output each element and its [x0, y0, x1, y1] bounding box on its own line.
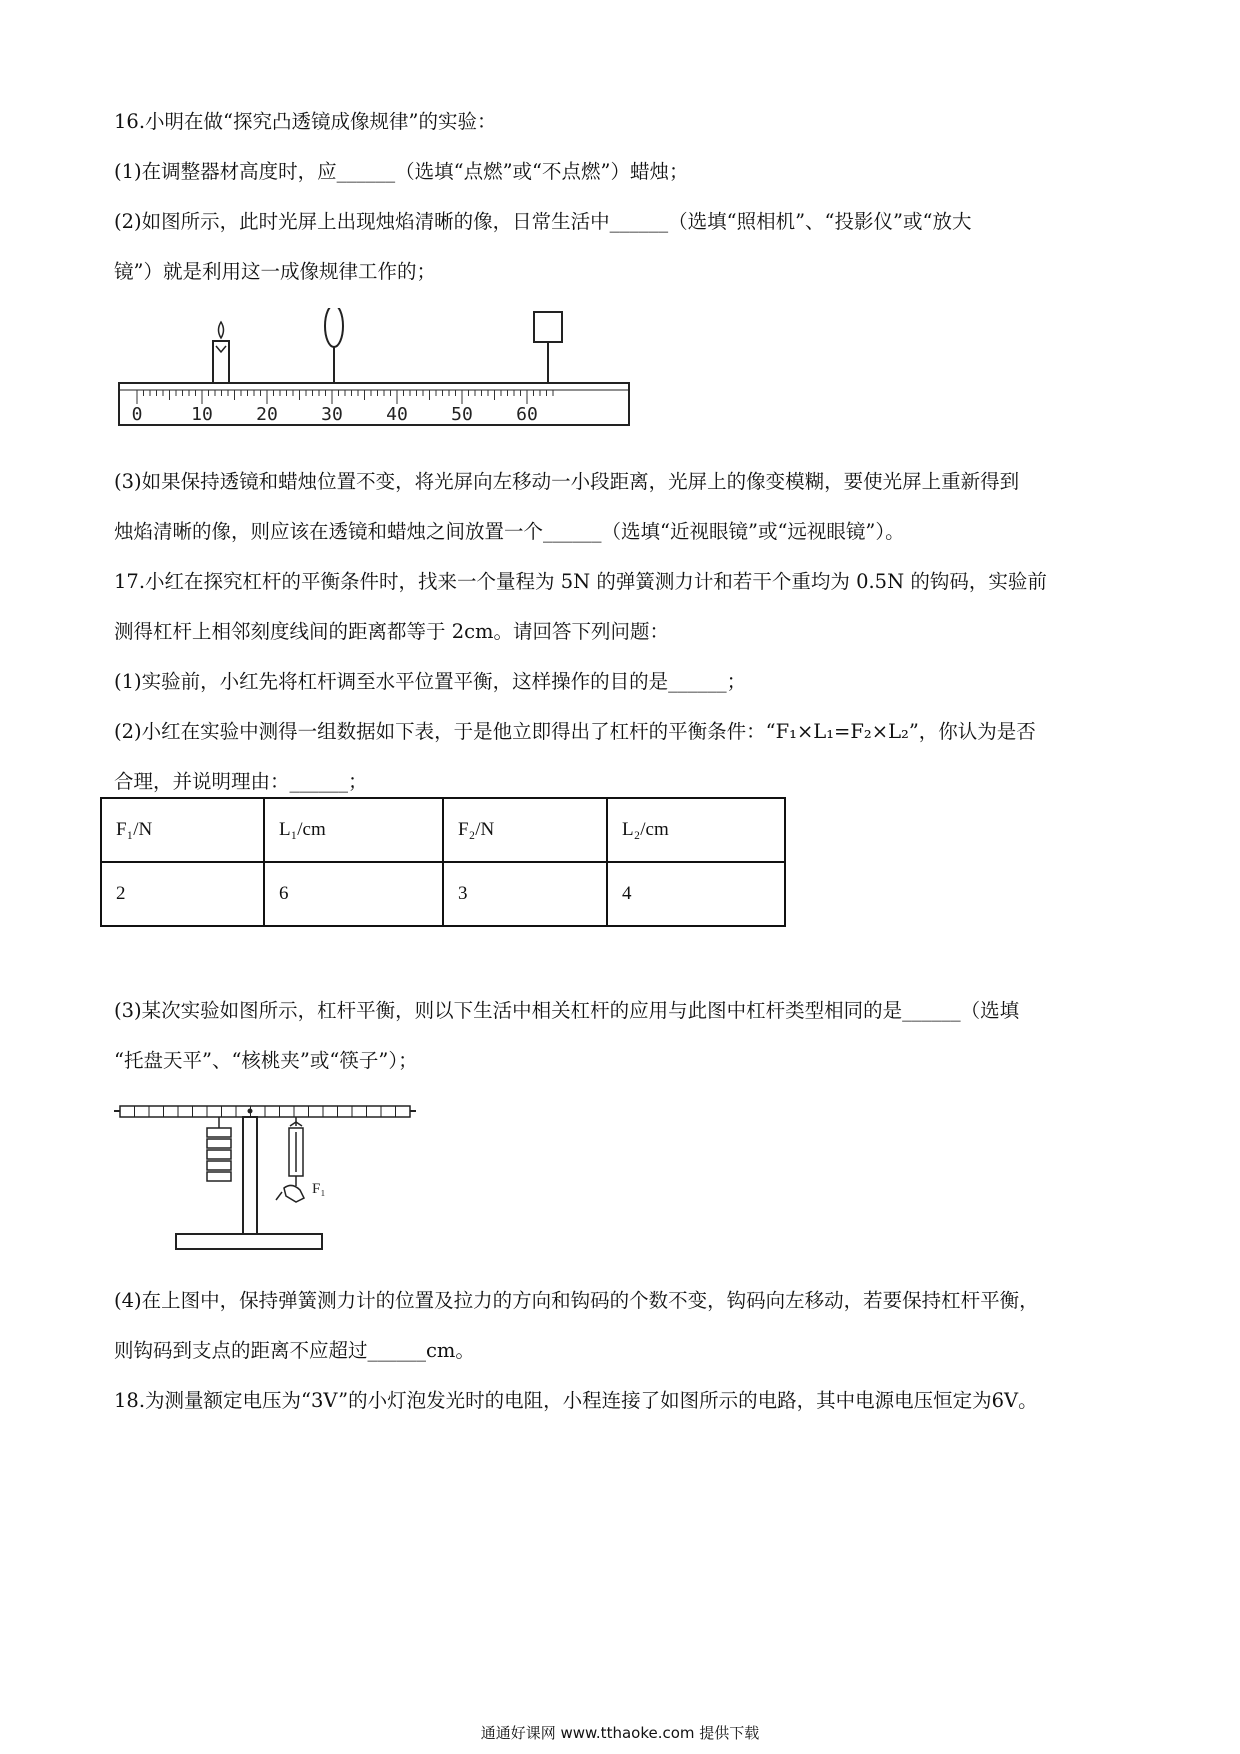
table-header-cell: F₂/N — [443, 798, 607, 862]
support-stand — [243, 1117, 257, 1234]
table-header-cell: L₁/cm — [264, 798, 443, 862]
ruler-tick-label: 20 — [256, 404, 278, 425]
q16-part3-line2: 烛焰清晰的像，则应该在透镜和蜡烛之间放置一个______（选填“近视眼镜”或“远视眼镜”）。 — [114, 520, 905, 543]
ruler-tick-label: 30 — [321, 404, 343, 425]
table-cell: 3 — [443, 862, 607, 926]
q17-part2-line2: 合理，并说明理由：______； — [114, 770, 368, 793]
hook-weights-icon — [207, 1117, 231, 1181]
optical-bench-figure — [115, 308, 635, 433]
q17-part2-line1: (2)小红在实验中测得一组数据如下表，于是他立即得出了杠杆的平衡条件：“F₁×L₁=F₂×L₂”，你认为是否 — [114, 720, 1036, 743]
table-cell: 6 — [264, 862, 443, 926]
ruler-tick-label: 50 — [451, 404, 473, 425]
q16-part2-line2: 镜”）就是利用这一成像规律工作的； — [114, 260, 436, 283]
ruler-tick-label: 60 — [516, 404, 538, 425]
table-header-cell: F₁/N — [101, 798, 264, 862]
pivot-icon — [248, 1109, 253, 1114]
q17-part3-line2: “托盘天平”、“核桃夹”或“筷子”）； — [114, 1049, 418, 1072]
convex-lens-icon — [325, 308, 343, 383]
ruler-tick-label: 40 — [386, 404, 408, 425]
table-cell: 4 — [607, 862, 785, 926]
spring-scale-icon — [276, 1117, 304, 1202]
table-row — [101, 862, 785, 926]
ruler-tick-label: 10 — [191, 404, 213, 425]
q17-part1: (1)实验前，小红先将杠杆调至水平位置平衡，这样操作的目的是______； — [114, 670, 747, 693]
q17-part4-line2: 则钩码到支点的距离不应超过______cm。 — [114, 1339, 475, 1362]
q16-stem: 16.小明在做“探究凸透镜成像规律”的实验： — [114, 110, 497, 133]
q16-part3-line1: (3)如果保持透镜和蜡烛位置不变，将光屏向左移动一小段距离，光屏上的像变模糊，要使光屏上重新得到 — [114, 470, 1020, 493]
q17-part4-line1: (4)在上图中，保持弹簧测力计的位置及拉力的方向和钩码的个数不变，钩码向左移动，若要保持杠杆平衡， — [114, 1289, 1039, 1312]
q17-stem-line2: 测得杠杆上相邻刻度线间的距离都等于 2cm。请回答下列问题： — [114, 620, 670, 643]
lever-figure — [112, 1096, 422, 1266]
candle-icon — [213, 322, 229, 383]
table-header-row — [101, 798, 785, 862]
q16-part1: (1)在调整器材高度时，应______（选填“点燃”或“不点燃”）蜡烛； — [114, 160, 689, 183]
q17-part3-line1: (3)某次实验如图所示，杠杆平衡，则以下生活中相关杠杆的应用与此图中杠杆类型相同的是______（选填 — [114, 999, 1020, 1022]
q16-part2-line1: (2)如图所示，此时光屏上出现烛焰清晰的像，日常生活中______（选填“照相机”、“投影仪”或“放大 — [114, 210, 972, 233]
table-cell: 2 — [101, 862, 264, 926]
page-footer: 通通好课网 www.tthaoke.com 提供下载 — [480, 1724, 760, 1742]
table-header-cell: L₂/cm — [607, 798, 785, 862]
q17-stem-line1: 17.小红在探究杠杆的平衡条件时，找来一个量程为 5N 的弹簧测力计和若干个重均为 0.5N 的钩码，实验前 — [114, 570, 1047, 593]
force-label: F₁ — [312, 1181, 326, 1197]
ruler-tick-label: 0 — [131, 404, 143, 425]
light-screen-icon — [534, 312, 562, 383]
q18-stem: 18.为测量额定电压为“3V”的小灯泡发光时的电阻，小程连接了如图所示的电路，其中电源电压恒定为6V。 — [114, 1389, 1038, 1412]
data-table — [100, 797, 786, 927]
